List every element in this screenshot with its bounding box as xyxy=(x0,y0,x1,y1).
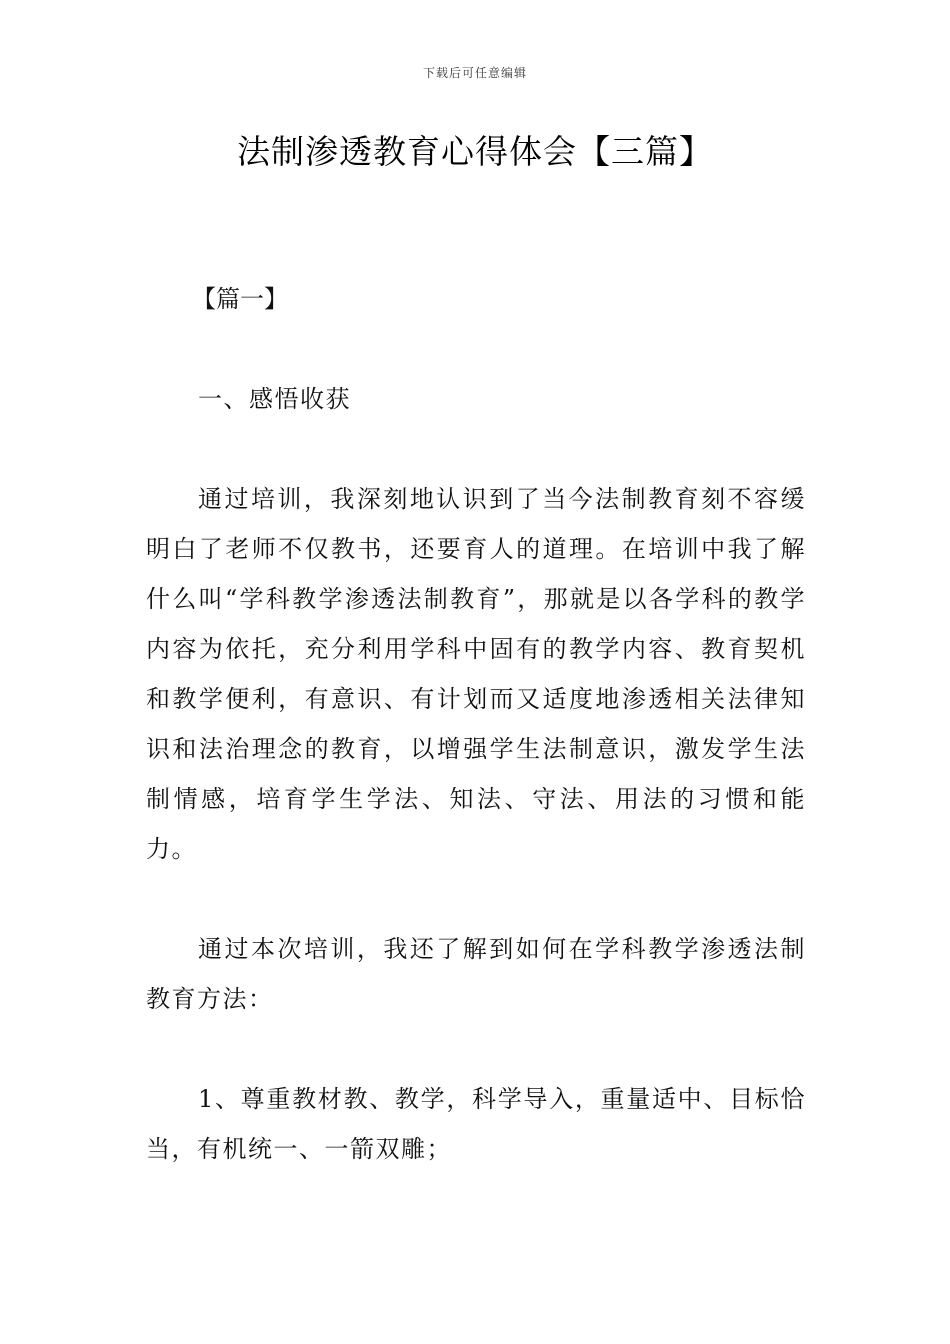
subheading: 一、感悟收获 xyxy=(198,385,351,413)
paragraph-1: 通过培训，我深刻地认识到了当今法制教育刻不容缓明白了老师不仅教书，还要育人的道理。在培训中我了解什么叫“学科教学渗透法制教育”，那就是以各学科的教学内容为依托，充分利用学科中固有的教学内容、教育契机和教学便利，有意识、有计划而又适度地渗透相关法律知识和法治理念的教育，以增强学生法制意识，激发学生法制情感，培育学生学法、知法、守法、用法的习惯和能力。 xyxy=(146,485,806,863)
section-label: 【篇一】 xyxy=(192,285,288,313)
document-title: 法制渗透教育心得体会【三篇】 xyxy=(237,132,713,171)
paragraph-2: 通过本次培训，我还了解到如何在学科教学渗透法制教育方法： xyxy=(146,935,806,1013)
download-note: 下载后可任意编辑 xyxy=(422,66,527,80)
paragraph-3: 1、尊重教材教、教学，科学导入，重量适中、目标恰当，有机统一、一箭双雕； xyxy=(146,1085,806,1163)
